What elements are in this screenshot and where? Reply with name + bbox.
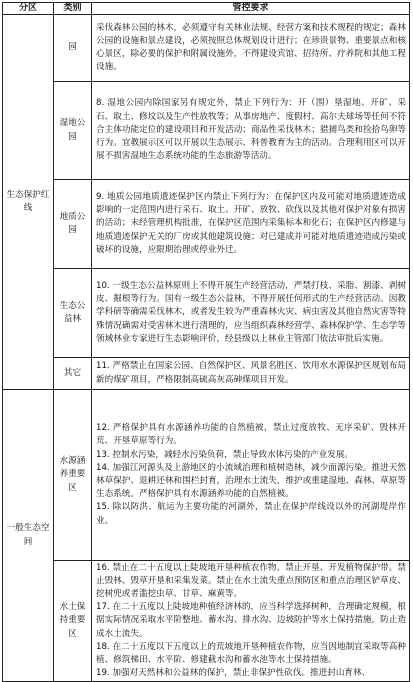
category-cell: 地质公园 [54,180,92,269]
zone-cell: 一般生态空间 [3,390,54,682]
header-category: 类别 [54,3,92,15]
requirement-item: 16. 禁止在二十五度以上陡坡地开垦种植农作物。禁止开垦、开发植物保护带。禁止毁林、毁草开垦和采集发菜。禁止在水土流失重点预防区和重点治理区铲草皮、挖树兜或者滥挖虫草、甘草、麻黄等。 [96,562,406,599]
category-cell: 园 [54,15,92,82]
header-row [3,3,410,15]
table-row [3,180,410,269]
table-row [3,390,410,561]
requirement-item: 17. 在二十五度以上陡坡地种植经济林的，应当科学选择树种，合理确定规模，根据实际情况采取水平阶整地、蓄水沟、排水沟、边坡防护等水土保持措施，防止造成水土流失。 [96,602,406,639]
requirement-item: 12. 严格保护具有水源涵养功能的自然植被，禁止过度放牧、无序采矿、毁林开荒、开垦草原等行为。 [96,423,406,447]
requirement-cell [92,390,410,561]
requirement-item: 19. 加强对天然林和公益林的保护，禁止非保护性砍伐。推进封山育林、 [96,668,371,679]
requirement-item: 11. 严格禁止在国家公园、自然保护区、风景名胜区、饮用水水源保护区规划布局新的煤矿项目，严格限制高硫高灰高砷煤项目开发。 [96,361,406,385]
requirement-cell [92,180,410,269]
category-cell: 其它 [54,358,92,390]
requirement-cell [92,82,410,180]
requirement-item: 10. 一级生态公益林原则上不得开展生产经营活动，严禁打枝、采脂、割漆、剥树皮、掘根等行为。国有一级生态公益林，不得开展任何形式的生产经营活动。因教学科研等确需采伐林木，或者发生较为严重森林火灾、病虫害及其他自然灾害等特殊情况确需对受害林木进行清理的，应当组织森林经营学、森林保护学、生态学等领域林业专家进行生态影响评价，经县级以上林业主管部门依法审批后实施。 [96,280,406,344]
header-requirements: 管控要求 [92,3,410,15]
requirement-item: 8. 湿地公园内除国家另有规定外，禁止下列行为：开（围）垦湿地、开矿、采石、取土、修坟以及生产性放牧等；从事房地产、度假村、高尔夫球场等任何不符合主体功能定位的建设项目和开发活动；商品性采伐林木；猎捕鸟类和捡拾鸟卵等行为。宜教展示区可以开展以生态展示、科普教育为主的活动。合理利用区可以开展不损害湿地生态系统功能的生态旅游等活动。 [96,98,406,162]
table-row [3,358,410,390]
category-cell: 生态公益林 [54,269,92,358]
requirement-item: 15. 除以防洪、航运为主要功能的河湖外，禁止在保护岸线设以外的河湖堤岸作业。 [96,502,406,526]
requirement-item: 13. 控制水污染，减轻水污染负荷，禁止导致水体污染的产业发展。 [96,449,354,460]
category-cell: 水土保持重要区 [54,561,92,682]
requirement-item: 18. 在二十五度以下五度以上的荒坡地开垦种植农作物，应当因地制宜采取等高种植、修筑梯田、水平阶、修建截水沟和蓄水池等水土保持措施。 [96,641,406,665]
control-requirements-table [2,2,410,682]
table-row [3,82,410,180]
zone-cell: 生态保护红线 [3,15,54,390]
category-cell: 水源涵养重要区 [54,390,92,561]
category-cell: 湿地公园 [54,82,92,180]
requirement-cell [92,561,410,682]
requirement-item: 14. 加强江河源头及上游地区的小流域治理和植树造林，减少面源污染。推进天然林草保护、退耕还林和围栏封育，治理水土流失，维护或重建湿地、森林、草原等生态系统。严格保护具有水源涵养功能的自然植被。 [96,462,406,500]
requirement-item: 采伐森林公园的林木，必须遵守有关林业法规、经营方案和技术规程的规定；森林公园的设施和景点建设，必须按照总体规划设计进行；在珍贵景物、重要景点和核心景区，除必要的保护和附属设施外，不得建设宾馆、招待所、疗养院和其他工程设施。 [96,22,406,73]
header-zone: 分区 [3,3,54,15]
requirement-cell [92,358,410,390]
table-row [3,15,410,82]
requirement-item: 9. 地质公园地质遗迹保护区内禁止下列行为：在保护区内及可能对地质遗迹造成影响的一定范围内进行采石、取土、开矿、放牧、砍伐以及其他对保护对象有损害的活动；未经管理机构批准，在保护区范围内采集标本和化石；在保护区内修建与地质遗迹保护无关的厂房或其他建筑设施；对已建成并可能对地质遗迹造成污染或破坏的设施，应限期治理或停业外迁。 [96,191,406,255]
requirement-cell [92,269,410,358]
table-row [3,561,410,682]
table-row [3,269,410,358]
requirement-cell [92,15,410,82]
